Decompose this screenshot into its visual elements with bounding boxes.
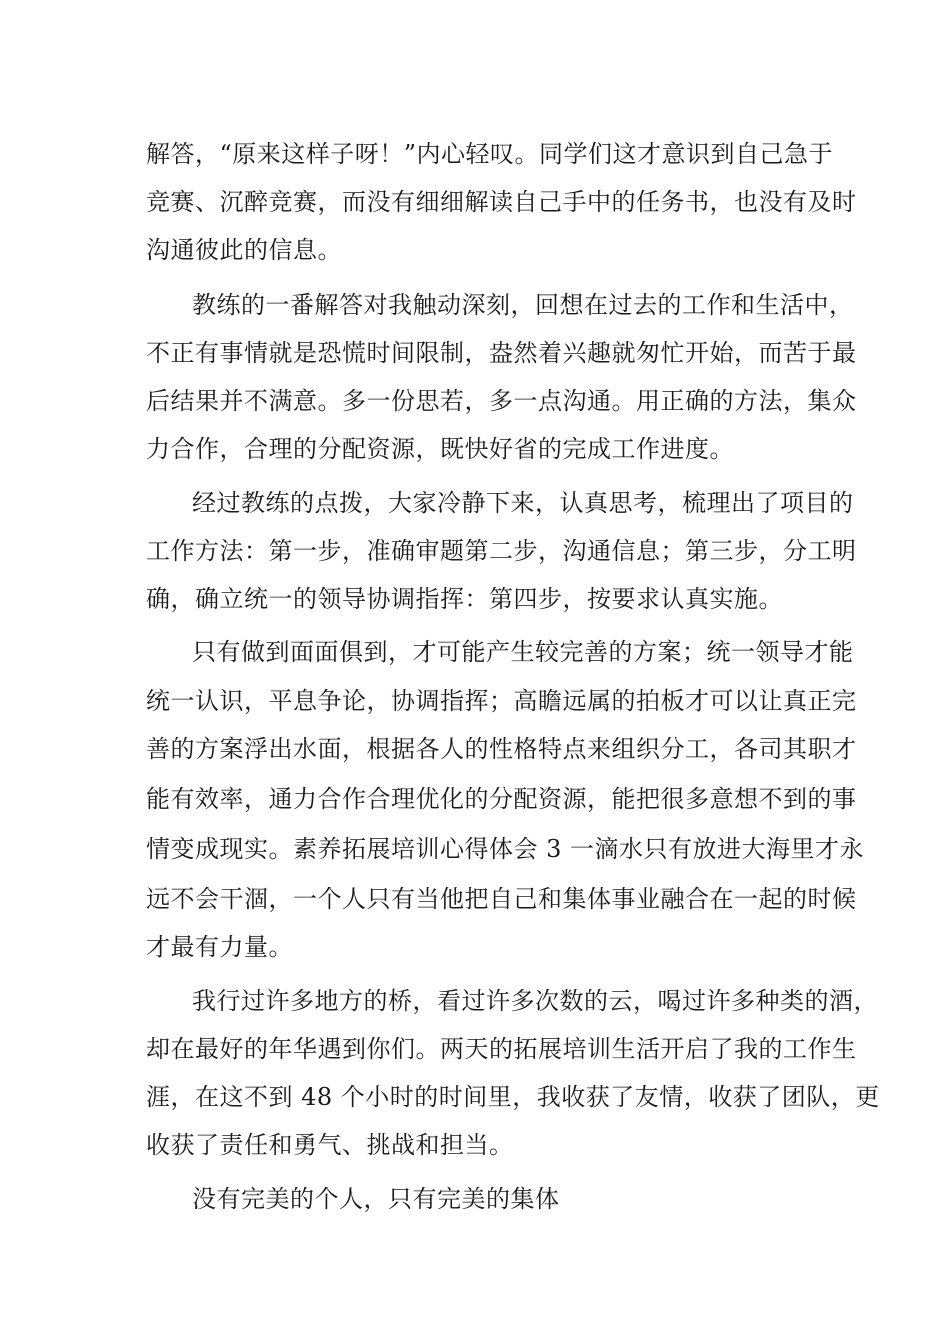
text-line: 才最有力量。: [146, 933, 293, 961]
text-line: 不正有事情就是恐慌时间限制，盎然着兴趣就匆忙开始，而苦于最: [146, 339, 857, 367]
text-line: 善的方案浮出水面，根据各人的性格特点来组织分工，各司其职才: [146, 735, 857, 763]
text-line: 情变成现实。素养拓展培训心得体会 3 一滴水只有放进大海里才永: [146, 835, 865, 863]
text-line: 收获了责任和勇气、挑战和担当。: [146, 1131, 514, 1159]
text-line: 后结果并不满意。多一份思若，多一点沟通。用正确的方法，集众: [146, 387, 857, 415]
text-line: 竞赛、沉醉竞赛，而没有细细解读自己手中的任务书，也没有及时: [146, 188, 857, 216]
text-line: 工作方法：第一步，准确审题第二步，沟通信息；第三步，分工明: [146, 537, 857, 565]
text-line: 确，确立统一的领导协调指挥：第四步，按要求认真实施。: [146, 585, 783, 613]
text-line: 涯，在这不到 48 个小时的时间里，我收获了友情，收获了团队，更: [146, 1083, 880, 1111]
text-line: 统一认识，平息争论，协调指挥；高瞻远属的拍板才可以让真正完: [146, 687, 857, 715]
text-line: 能有效率，通力合作合理优化的分配资源，能把很多意想不到的事: [146, 785, 857, 813]
text-line: 我行过许多地方的桥，看过许多次数的云，喝过许多种类的酒，: [192, 987, 878, 1015]
text-line: 没有完美的个人，只有完美的集体: [192, 1185, 560, 1213]
text-line: 教练的一番解答对我触动深刻，回想在过去的工作和生活中，: [192, 291, 854, 319]
text-line: 只有做到面面俱到，才可能产生较完善的方案；统一领导才能: [192, 638, 854, 666]
text-line: 经过教练的点拨，大家冷静下来，认真思考，梳理出了项目的: [192, 489, 854, 517]
text-line: 沟通彼此的信息。: [146, 236, 342, 264]
text-line: 解答，“原来这样子呀！”内心轻叹。同学们这才意识到自己急于: [146, 140, 834, 168]
text-line: 远不会干涸，一个人只有当他把自己和集体事业融合在一起的时候: [146, 885, 857, 913]
text-line: 力合作，合理的分配资源，既快好省的完成工作进度。: [146, 435, 734, 463]
text-line: 却在最好的年华遇到你们。两天的拓展培训生活开启了我的工作生: [146, 1035, 857, 1063]
